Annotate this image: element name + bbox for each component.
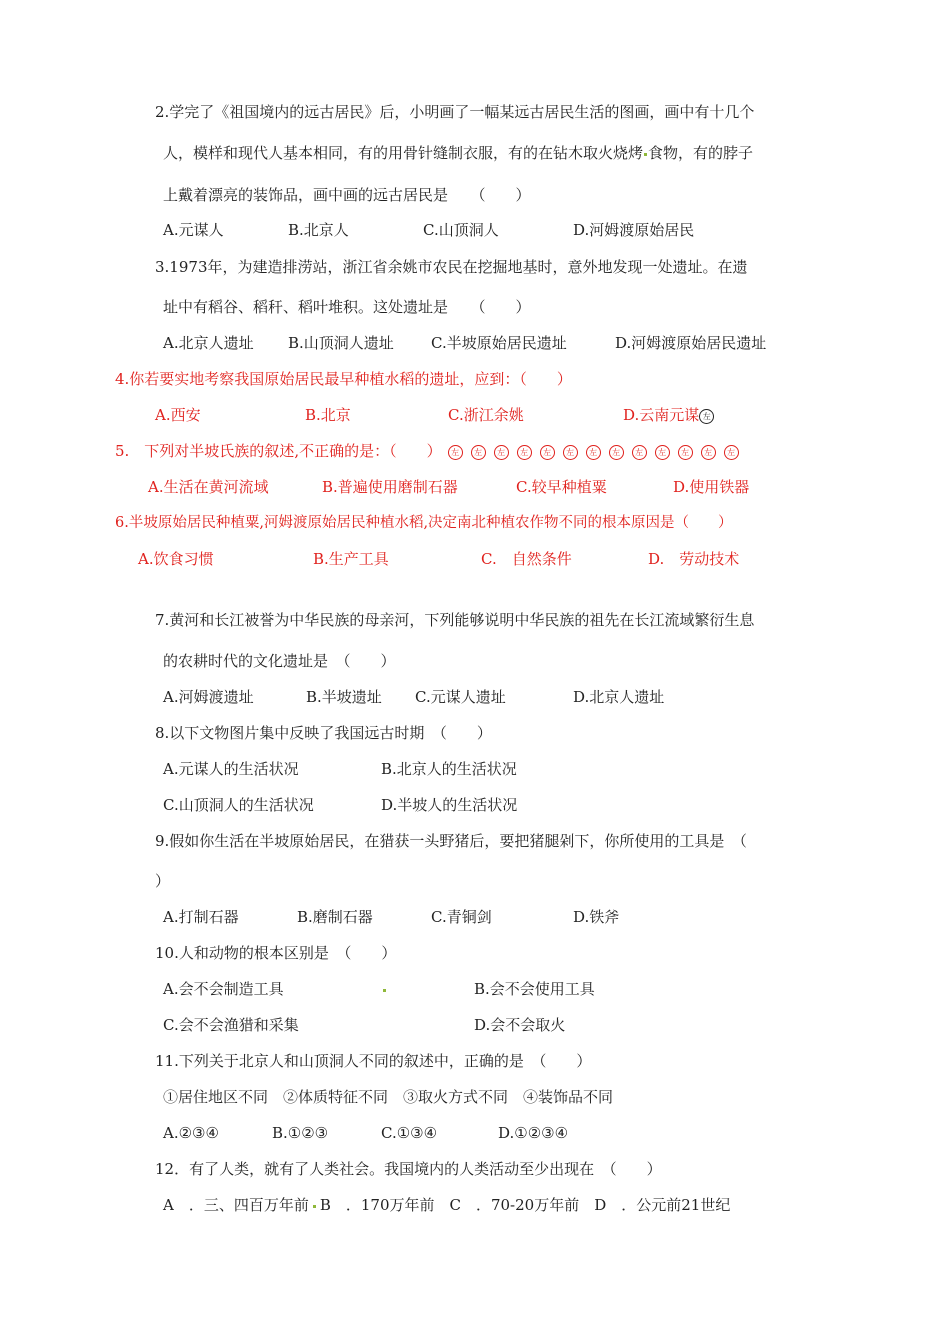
circled-mark-icon: 左	[701, 445, 716, 460]
q3-option-d: D.河姆渡原始居民遗址	[615, 334, 767, 352]
q4-line1: 4.你若要实地考察我国原始居民最早种植水稻的遗址，应到：（ ）	[115, 370, 572, 388]
q2-line1: 2.学完了《祖国境内的远古居民》后，小明画了一幅某远古居民生活的图画，画中有十几个	[155, 103, 755, 121]
dot-mark	[382, 979, 387, 999]
circled-mark-icon: 左	[448, 445, 463, 460]
q10-option-c: C.会不会渔猎和采集	[163, 1016, 299, 1034]
q4-option-b: B.北京	[305, 406, 351, 424]
q10-option-a: A.会不会制造工具	[163, 980, 284, 998]
q3-option-a: A.北京人遗址	[163, 334, 254, 352]
q12-line2a: A ．三、四百万年前	[163, 1196, 309, 1214]
q8-option-b: B.北京人的生活状况	[381, 760, 517, 778]
q2-line2b: 食物，有的脖子	[648, 144, 754, 162]
q11-option-b: B.①②③	[272, 1124, 329, 1142]
circled-mark-icon: 左	[563, 445, 578, 460]
q6-option-c: C. 自然条件	[481, 550, 572, 568]
q11-option-a: A.②③④	[163, 1124, 219, 1142]
q2-option-d: D.河姆渡原始居民	[573, 221, 695, 239]
q11-line2: ①居住地区不同 ②体质特征不同 ③取火方式不同 ④装饰品不同	[163, 1088, 614, 1106]
q4-option-d-text: D.云南元谋	[623, 406, 700, 424]
circled-mark-icon: 左	[517, 445, 532, 460]
q4-option-a: A.西安	[155, 406, 201, 424]
circled-mark-icon: 左	[471, 445, 486, 460]
circled-mark-icon: 左	[586, 445, 601, 460]
q11-line1: 11.下列关于北京人和山顶洞人不同的叙述中，正确的是 （ ）	[155, 1052, 592, 1070]
q9-line1: 9.假如你生活在半坡原始居民，在猎获一头野猪后，要把猪腿剁下，你所使用的工具是 （	[155, 832, 747, 850]
q8-line1: 8.以下文物图片集中反映了我国远古时期 （ ）	[155, 724, 492, 742]
dot-mark-icon	[313, 1205, 316, 1208]
q11-option-d: D.①②③④	[498, 1124, 569, 1142]
circled-mark-icon: 左	[632, 445, 647, 460]
circled-mark-icon: 左	[494, 445, 509, 460]
q5-option-a: A.生活在黄河流域	[148, 478, 269, 496]
q9-option-d: D.铁斧	[573, 908, 620, 926]
q10-option-d: D.会不会取火	[474, 1016, 566, 1034]
q9-line2: ）	[155, 872, 171, 890]
q5-option-b: B.普遍使用磨制石器	[322, 478, 458, 496]
circled-marks	[448, 441, 747, 461]
q6-option-b: B.生产工具	[313, 550, 389, 568]
q7-option-a: A.河姆渡遗址	[163, 688, 254, 706]
q5-line1-text: 5. 下列对半坡氏族的叙述,不正确的是：（ ）	[115, 442, 442, 460]
q2-line3: 上戴着漂亮的装饰品，画中画的远古居民是 （ ）	[163, 186, 531, 204]
q9-option-b: B.磨制石器	[297, 908, 373, 926]
q11-option-c: C.①③④	[381, 1124, 438, 1142]
q3-option-c: C.半坡原始居民遗址	[431, 334, 567, 352]
circled-mark-icon: 左	[540, 445, 555, 460]
q7-option-d: D.北京人遗址	[573, 688, 665, 706]
q3-line1: 3.1973年，为建造排涝站，浙江省余姚市农民在挖掘地基时，意外地发现一处遗址。在遗	[155, 258, 748, 276]
q8-option-d: D.半坡人的生活状况	[381, 796, 518, 814]
q3-option-b: B.山顶洞人遗址	[288, 334, 394, 352]
q4-option-d	[623, 405, 714, 425]
q7-option-b: B.半坡遗址	[306, 688, 382, 706]
dot-mark	[644, 153, 647, 156]
q2-option-c: C.山顶洞人	[423, 221, 499, 239]
q5-option-d: D.使用铁器	[673, 478, 750, 496]
q2-line2	[163, 143, 753, 163]
q7-option-c: C.元谋人遗址	[415, 688, 506, 706]
q7-line2: 的农耕时代的文化遗址是 （ ）	[163, 652, 396, 670]
q3-line2: 址中有稻谷、稻秆、稻叶堆积。这处遗址是 （ ）	[163, 298, 531, 316]
q12-line2	[163, 1195, 730, 1215]
q12-line1: 12．有了人类，就有了人类社会。我国境内的人类活动至少出现在 （ ）	[155, 1160, 662, 1178]
q10-option-b: B.会不会使用工具	[474, 980, 595, 998]
circled-mark-icon: 左	[724, 445, 739, 460]
q6-option-d: D. 劳动技术	[648, 550, 740, 568]
circled-mark-icon: 左	[699, 409, 714, 424]
q6-line1: 6.半坡原始居民种植粟,河姆渡原始居民种植水稻,决定南北种植农作物不同的根本原因是（ ）	[115, 515, 733, 531]
q5-line1	[115, 441, 747, 461]
q2-line2a: 人，模样和现代人基本相同，有的用骨针缝制衣服，有的在钻木取火烧烤	[163, 144, 644, 162]
q4-option-c: C.浙江余姚	[448, 406, 524, 424]
q8-option-c: C.山顶洞人的生活状况	[163, 796, 314, 814]
q9-option-a: A.打制石器	[163, 908, 239, 926]
q5-option-c: C.较早种植粟	[516, 478, 607, 496]
q6-option-a: A.饮食习惯	[138, 550, 214, 568]
circled-mark-icon: 左	[678, 445, 693, 460]
q8-option-a: A.元谋人的生活状况	[163, 760, 299, 778]
circled-mark-icon: 左	[655, 445, 670, 460]
q7-line1: 7.黄河和长江被誉为中华民族的母亲河，下列能够说明中华民族的祖先在长江流域繁衍生息	[155, 611, 755, 629]
q9-option-c: C.青铜剑	[431, 908, 492, 926]
q10-line1: 10.人和动物的根本区别是 （ ）	[155, 944, 397, 962]
dot-mark-icon	[383, 989, 386, 992]
q12-line2b: B ．170万年前 C ．70-20万年前 D ．公元前21世纪	[319, 1196, 731, 1214]
q2-option-a: A.元谋人	[163, 221, 224, 239]
q2-option-b: B.北京人	[288, 221, 349, 239]
circled-mark-icon: 左	[609, 445, 624, 460]
